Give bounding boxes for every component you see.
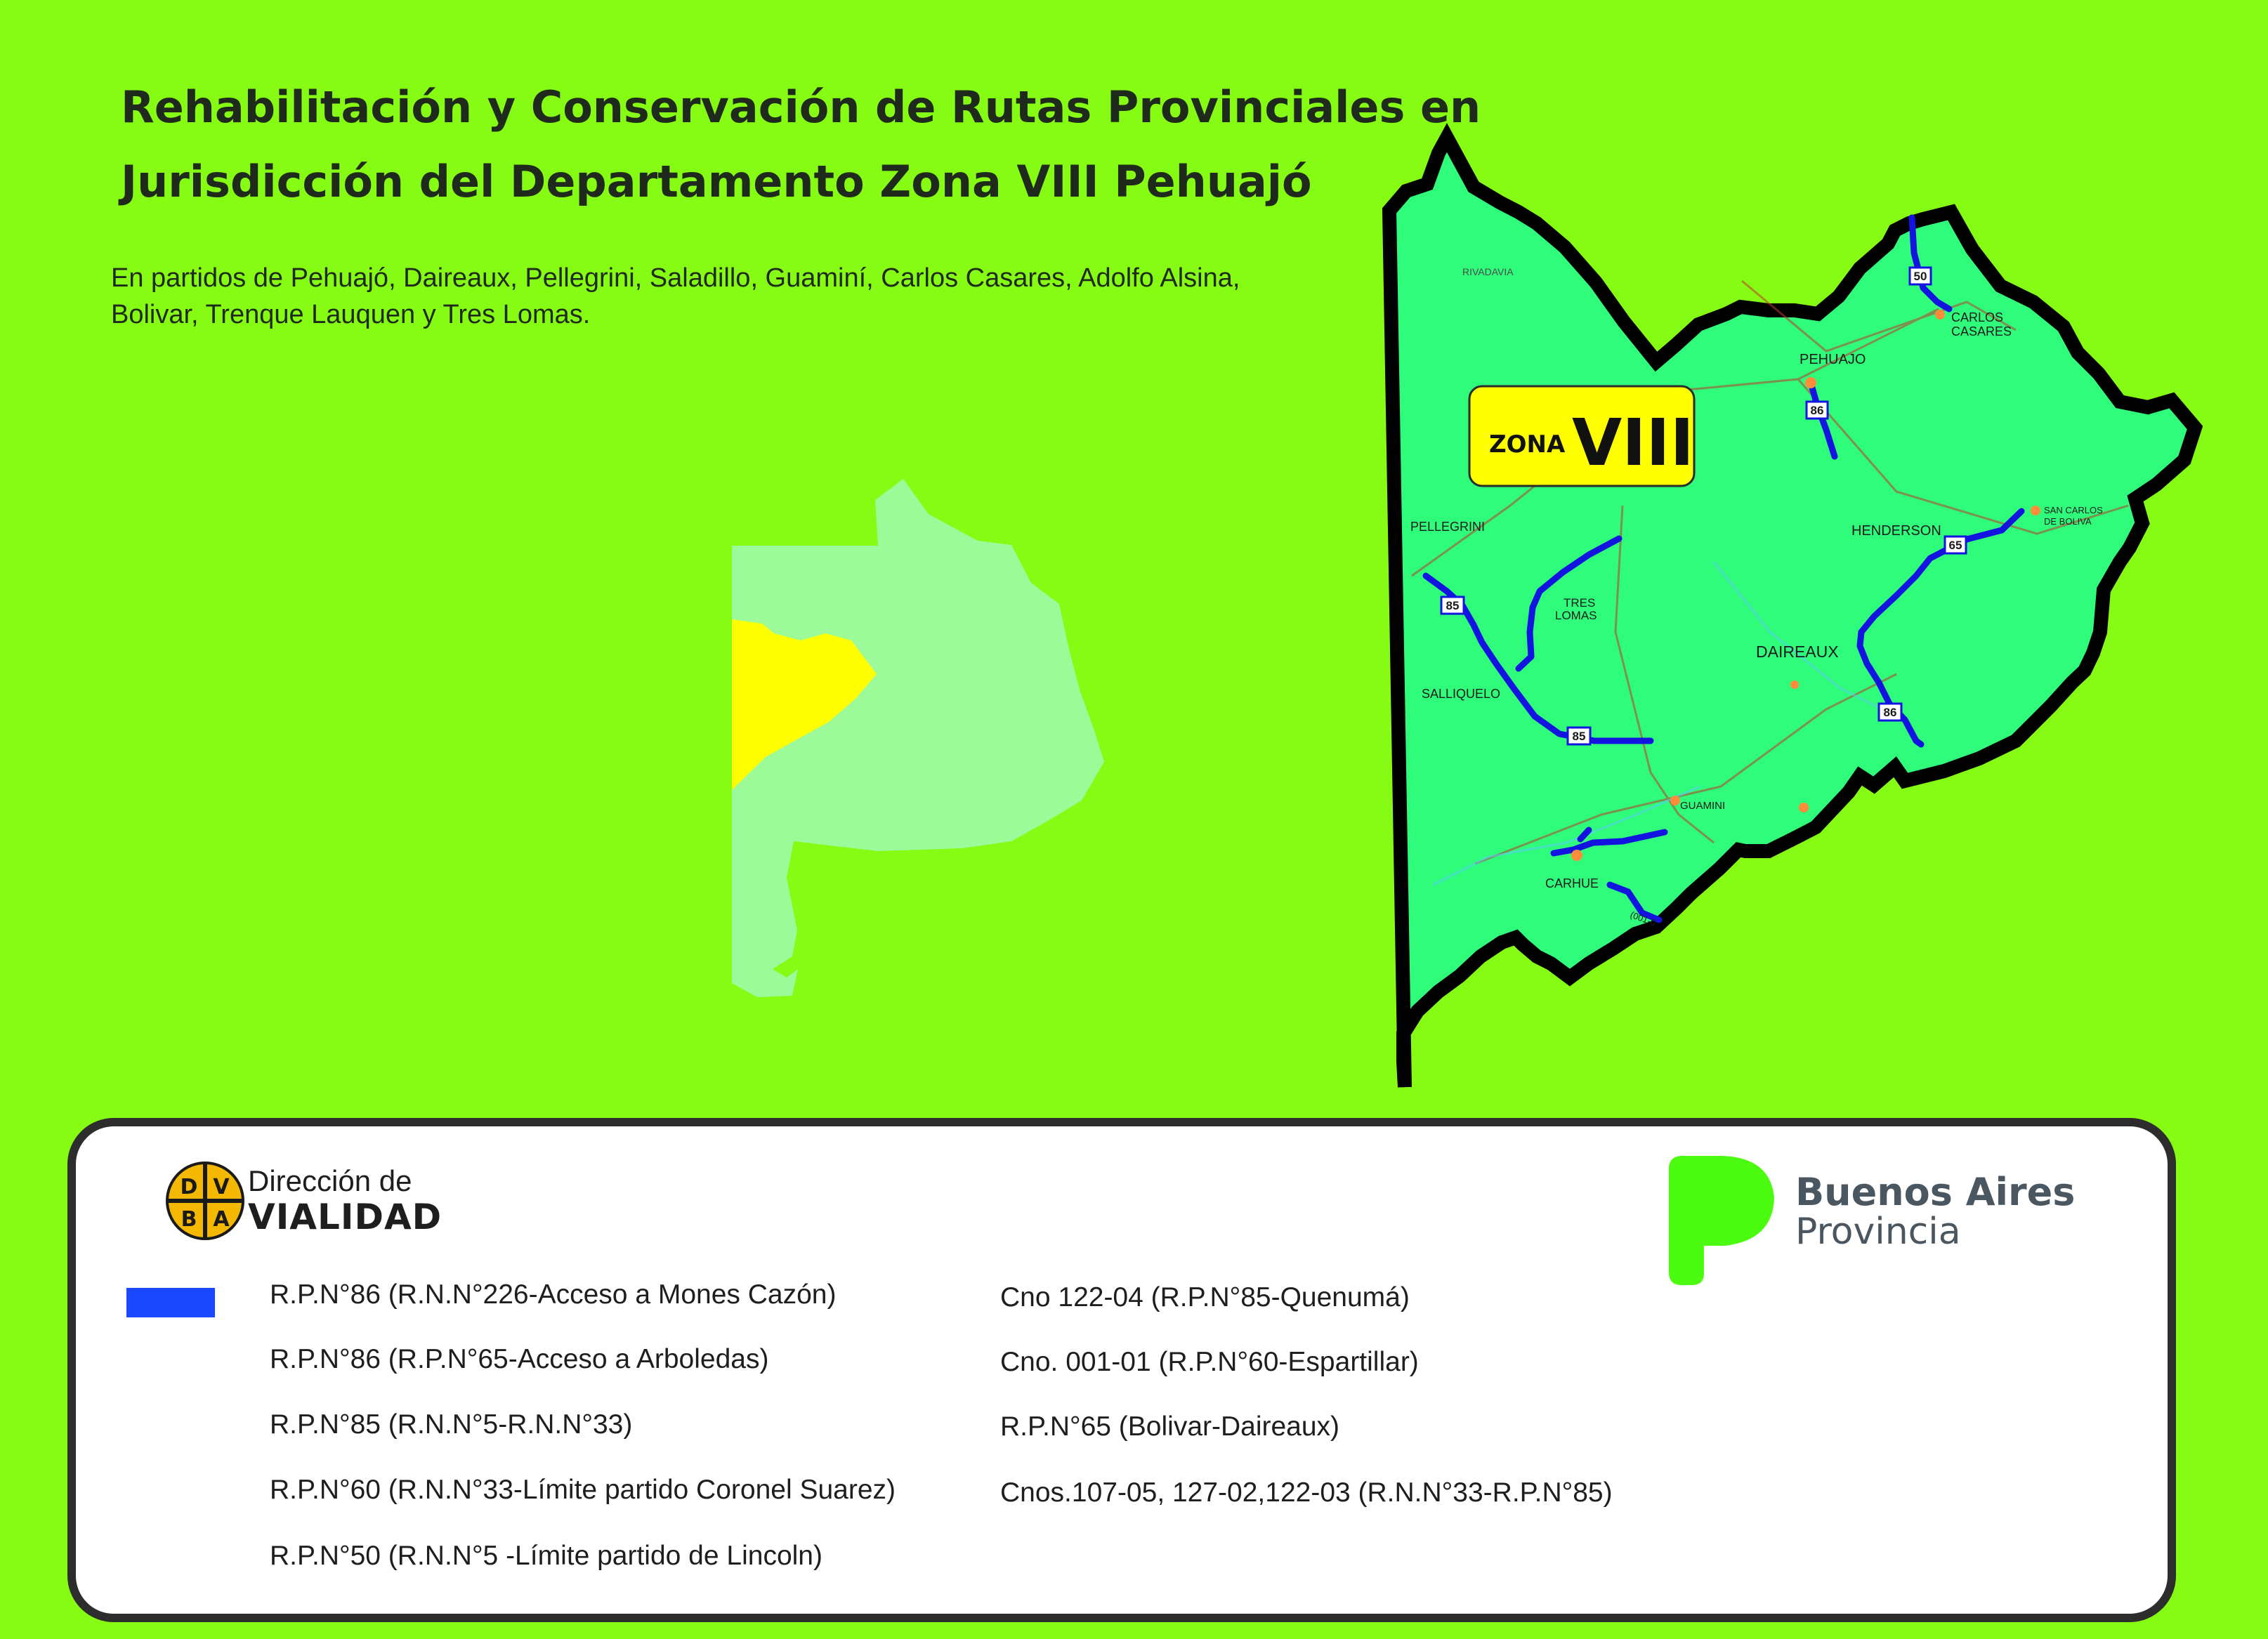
legend-item-left-4: R.P.N°60 (R.N.N°33-Límite partido Coronel Suarez) [270,1475,896,1505]
marker-east [1799,803,1809,812]
marker-daireaux [1790,680,1799,689]
map-subtitle: En partidos de Pehuajó, Daireaux, Pellegrini, Saladillo, Guaminí, Carlos Casares, Adolfo Alsina, Bolivar, Trenque Lauquen y Tres Lomas. [111,263,1240,329]
title-line-2: Jurisdicción del Departamento Zona VIII Pehuajó [121,156,1312,207]
marker-carlos-casares [1935,310,1945,320]
city-pehuajo: PEHUAJO [1800,352,1866,367]
legend-item-right-4: Cnos.107-05, 127-02,122-03 (R.N.N°33-R.P.N°85) [1000,1477,1613,1508]
shield-86-north-label: 86 [1810,404,1824,417]
shield-85-west [1441,597,1464,614]
buenos-aires-name-line1: Buenos Aires [1795,1170,2076,1214]
buenos-aires-logo [1655,1147,1795,1288]
city-henderson: HENDERSON [1851,523,1941,539]
legend-item-left-2: R.P.N°86 (R.P.N°65-Acceso a Arboledas) [270,1344,769,1374]
dvba-letter-b: B [181,1207,197,1232]
marker-guamini [1670,796,1680,805]
legend-swatch-blue [126,1288,215,1317]
zone-badge-prefix: ZONA [1489,430,1566,459]
buenos-aires-name-line2: Provincia [1795,1211,1961,1253]
legend-panel [67,1118,2176,1622]
dvba-name-line2: VIALIDAD [248,1197,443,1237]
legend-item-right-3: R.P.N°65 (Bolivar-Daireaux) [1000,1411,1340,1442]
city-carlos-casares-line2: CASARES [1951,324,2012,338]
zone-badge [1469,386,1694,486]
legend-item-right-2: Cno. 001-01 (R.P.N°60-Espartillar) [1000,1347,1419,1377]
city-carhue: CARHUE [1545,876,1599,890]
zone-viii-map [1389,138,2195,1087]
dvba-letter-d: D [180,1175,198,1199]
city-san-carlos-line1: SAN CARLOS [2044,505,2103,515]
city-carlos-casares-line1: CARLOS [1951,310,2004,324]
shield-65 [1945,537,1966,553]
buenos-aires-p-icon [1669,1156,1774,1285]
city-san-carlos-line2: DE BOLIVA [2044,516,2092,527]
legend-item-left-1: R.P.N°86 (R.N.N°226-Acceso a Mones Cazón) [270,1279,837,1310]
city-guamini: GUAMINI [1680,800,1726,812]
city-pellegrini: PELLEGRINI [1410,520,1486,534]
city-tres-lomas-line2: LOMAS [1555,609,1597,622]
city-salliquelo: SALLIQUELO [1422,687,1501,701]
dvba-letter-a: A [213,1207,230,1232]
shield-85-south [1568,728,1590,744]
shield-86-north [1807,402,1828,419]
city-daireaux: DAIREAUX [1756,643,1839,661]
province-locator-map [732,479,1104,997]
dvba-name-line1: Dirección de [248,1164,412,1197]
marker-pehuajo [1805,377,1816,388]
shield-50 [1910,268,1931,284]
shield-65-label: 65 [1948,539,1962,552]
shield-85-south-label: 85 [1572,730,1586,743]
shield-86-south [1879,704,1901,720]
legend-item-right-1: Cno 122-04 (R.P.N°85-Quenumá) [1000,1282,1410,1312]
legend-item-left-3: R.P.N°85 (R.N.N°5-R.N.N°33) [270,1409,633,1440]
title-line-1: Rehabilitación y Conservación de Rutas Provinciales en [121,81,1481,133]
zone-badge-numeral: VIII [1572,405,1694,480]
marker-carhue [1571,850,1582,861]
marker-san-carlos [2031,506,2040,515]
dvba-letter-v: V [213,1175,230,1199]
shield-86-south-label: 86 [1883,706,1897,719]
city-tres-lomas-line1: TRES [1564,596,1596,610]
legend-item-left-5: R.P.N°50 (R.N.N°5 -Límite partido de Lincoln) [270,1541,822,1571]
shield-50-label: 50 [1913,270,1927,283]
city-rivadavia: RIVADAVIA [1462,266,1514,277]
zone-viii-outline [1389,138,2195,1087]
shield-85-west-label: 85 [1446,599,1460,612]
road-label-001: (001-0 [1628,909,1658,928]
